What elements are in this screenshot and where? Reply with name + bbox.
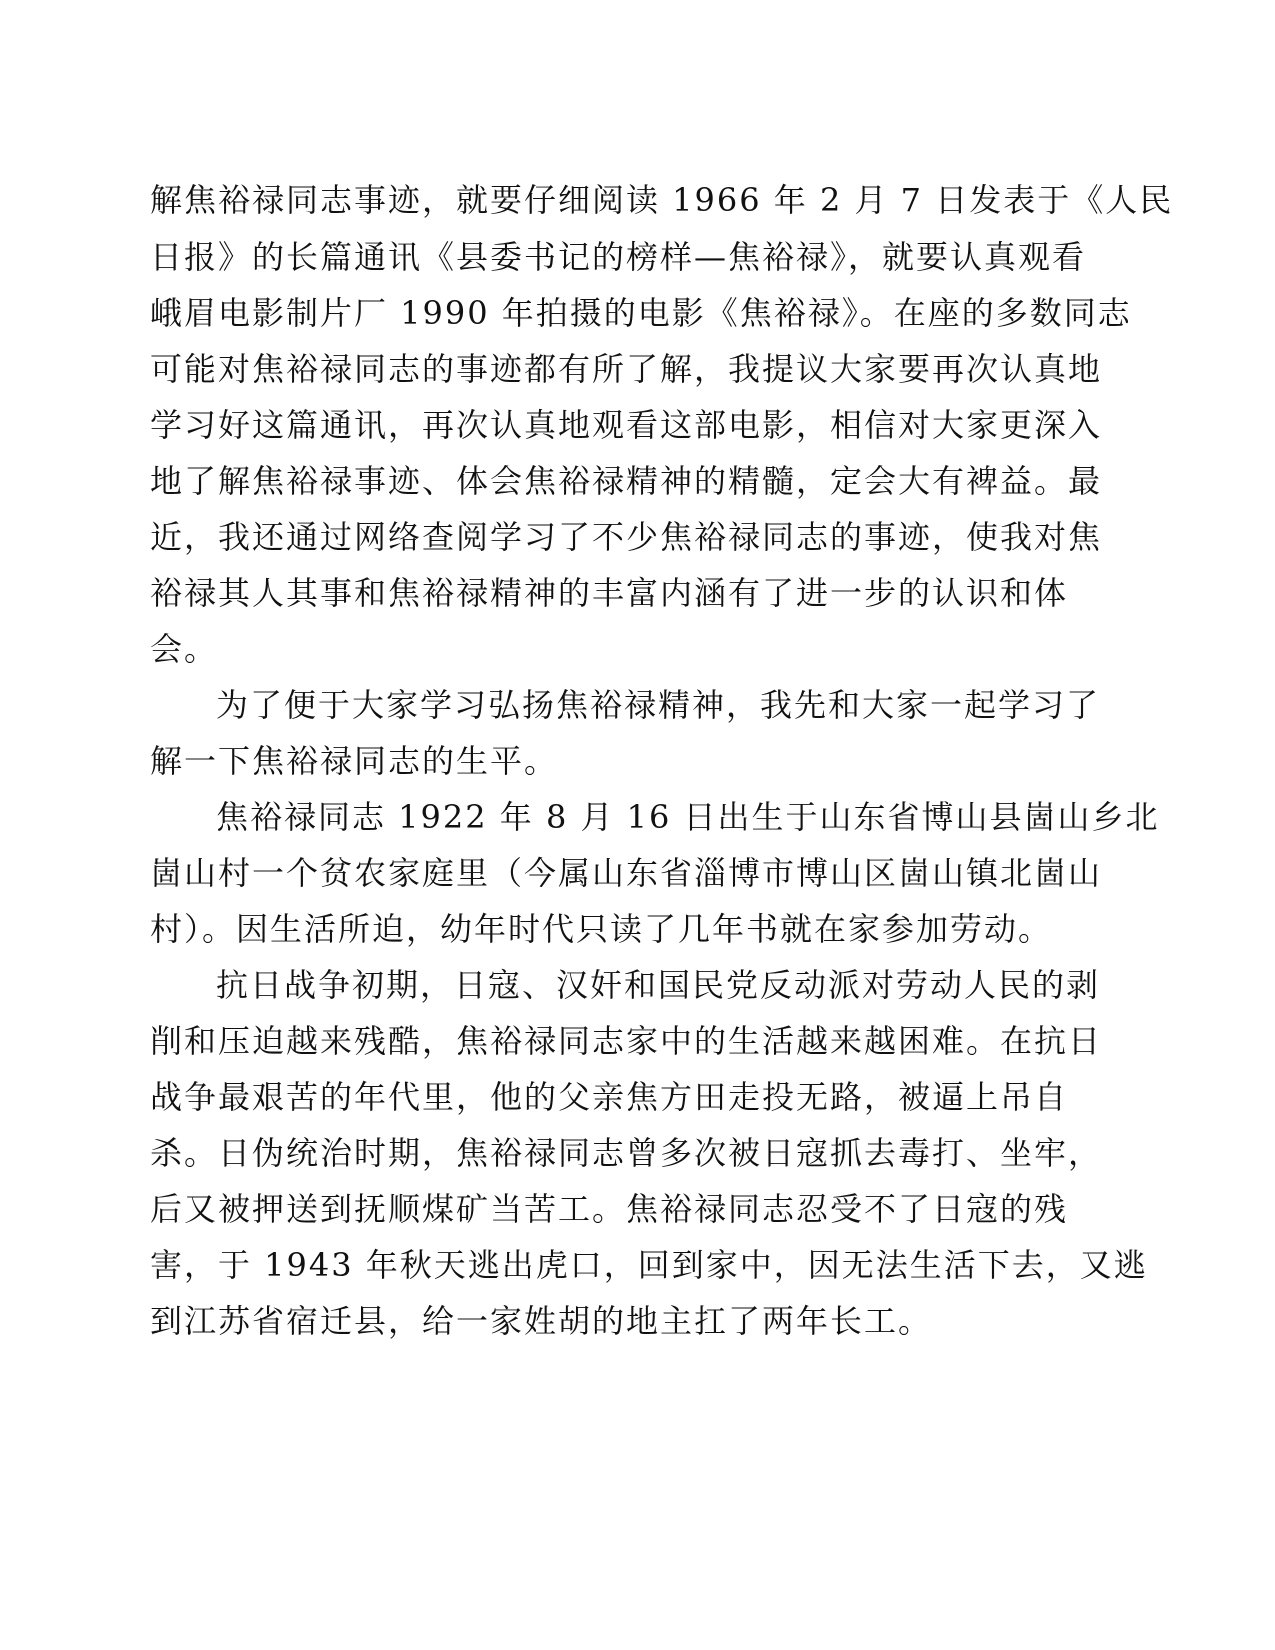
paragraph-4-line-7: 到江苏省宿迁县，给一家姓胡的地主扛了两年长工。 [150,1302,933,1340]
paragraph-2-line-2: 解一下焦裕禄同志的生平。 [150,742,559,780]
paragraph-2-line-1: 为了便于大家学习弘扬焦裕禄精神，我先和大家一起学习了 [216,686,1101,724]
text-line-9: 会。 [150,630,219,668]
paragraph-4-line-2: 削和压迫越来残酷，焦裕禄同志家中的生活越来越困难。在抗日 [150,1022,1103,1060]
paragraph-3-line-1: 焦裕禄同志 1922 年 8 月 16 日出生于山东省博山县崮山乡北 [216,798,1160,836]
paragraph-4-line-4: 杀。日伪统治时期，焦裕禄同志曾多次被日寇抓去毒打、坐牢， [150,1134,1103,1172]
text-line-3: 峨眉电影制片厂 1990 年拍摄的电影《焦裕禄》。在座的多数同志 [150,294,1132,332]
paragraph-4-line-3: 战争最艰苦的年代里，他的父亲焦方田走投无路，被逼上吊自 [150,1078,1069,1116]
paragraph-3-line-2: 崮山村一个贫农家庭里（今属山东省淄博市博山区崮山镇北崮山 [150,854,1103,892]
text-line-6: 地了解焦裕禄事迹、体会焦裕禄精神的精髓，定会大有裨益。最 [150,462,1103,500]
text-line-7: 近，我还通过网络查阅学习了不少焦裕禄同志的事迹，使我对焦 [150,518,1103,556]
paragraph-4-line-6: 害，于 1943 年秋天逃出虎口，回到家中，因无法生活下去，又逃 [150,1246,1148,1284]
text-line-8: 裕禄其人其事和焦裕禄精神的丰富内涵有了进一步的认识和体 [150,574,1069,612]
paragraph-3-line-3: 村）。因生活所迫，幼年时代只读了几年书就在家参加劳动。 [150,910,1053,948]
text-line-1: 解焦裕禄同志事迹，就要仔细阅读 1966 年 2 月 7 日发表于《人民 [150,181,1174,219]
paragraph-4-line-5: 后又被押送到抚顺煤矿当苦工。焦裕禄同志忍受不了日寇的残 [150,1190,1069,1228]
text-line-2: 日报》的长篇通讯《县委书记的榜样—焦裕禄》，就要认真观看 [150,238,1087,276]
text-line-5: 学习好这篇通讯，再次认真地观看这部电影，相信对大家更深入 [150,406,1103,444]
text-line-4: 可能对焦裕禄同志的事迹都有所了解，我提议大家要再次认真地 [150,350,1103,388]
paragraph-4-line-1: 抗日战争初期，日寇、汉奸和国民党反动派对劳动人民的剥 [216,966,1101,1004]
